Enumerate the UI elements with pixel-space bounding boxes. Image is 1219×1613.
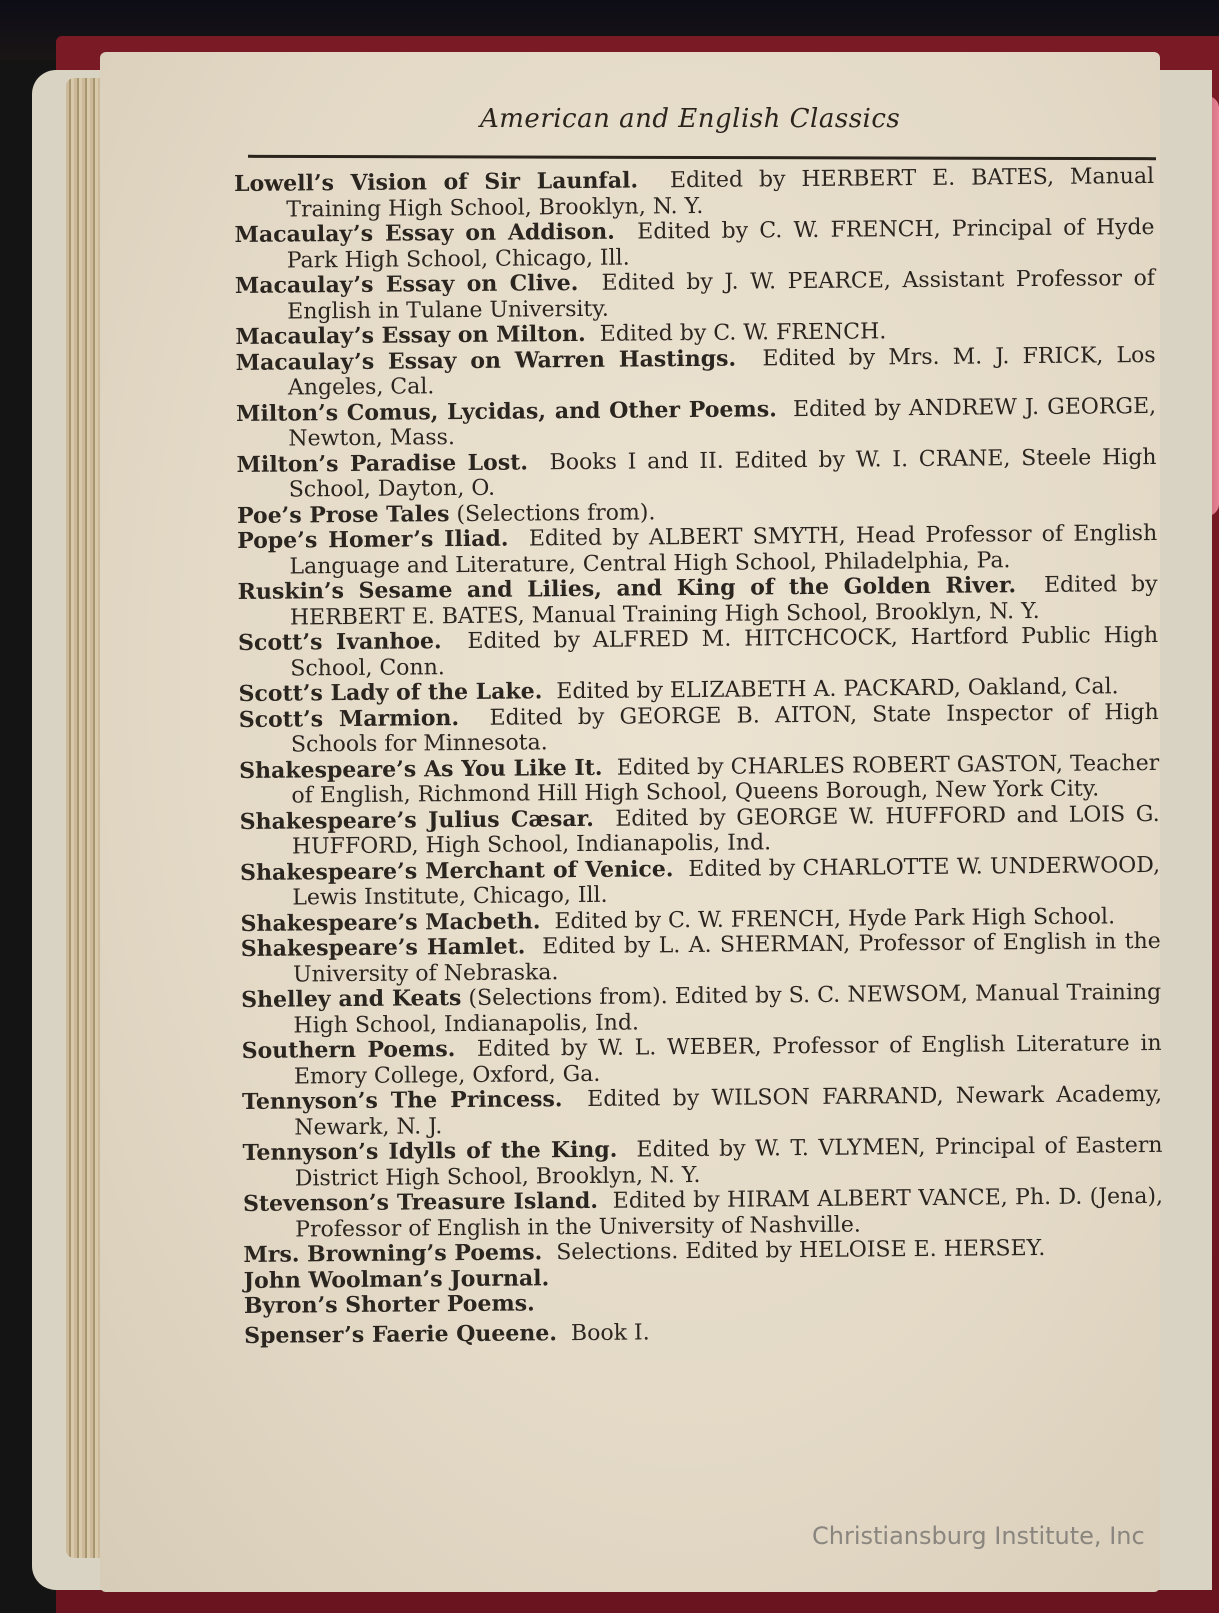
entry-title: Scott’s Marmion.	[238, 704, 460, 733]
entry-detail: Edited by ELIZABETH A. PACKARD, Oakland, Cal.	[556, 674, 1119, 705]
page-header-title: American and English Classics	[480, 104, 901, 134]
entry-title: Shakespeare’s Merchant of Venice.	[239, 855, 674, 886]
entry-title: Macaulay’s Essay on Warren Hastings.	[235, 345, 737, 376]
list-entry	[240, 852, 1160, 911]
entry-detail: Edited by CHARLES ROBERT GASTON, Teacher of English, Richmond Hill High School, Queens Borough, New York City.	[291, 750, 1160, 809]
list-entry	[242, 1082, 1162, 1141]
list-entry	[241, 980, 1161, 1039]
book-list	[234, 164, 1164, 1349]
entry-title: Shakespeare’s Hamlet.	[240, 933, 526, 962]
entry-detail: Books I and II. Edited by W. I. CRANE, Steele High School, Dayton, O.	[288, 444, 1157, 503]
list-entry	[242, 1031, 1162, 1090]
entry-detail: Edited by W. L. WEBER, Professor of English Literature in Emory College, Oxford, Ga.	[293, 1030, 1162, 1090]
watermark-text: Christiansburg Institute, Inc	[812, 1522, 1145, 1550]
list-entry	[236, 393, 1156, 452]
entry-title: Tennyson’s The Princess.	[242, 1086, 563, 1115]
entry-title: Pope’s Homer’s Iliad.	[237, 525, 509, 554]
entry-title: Byron’s Shorter Poems.	[243, 1290, 535, 1319]
entry-detail: Edited by C. W. FRENCH, Hyde Park High School.	[554, 903, 1116, 934]
list-entry	[238, 572, 1158, 631]
entry-title: Milton’s Paradise Lost.	[236, 448, 529, 478]
entry-title: Poe’s Prose Tales	[236, 500, 450, 529]
entry-detail: Edited by C. W. FRENCH, Principal of Hyde Park High School, Chicago, Ill.	[286, 214, 1155, 274]
entry-title: Shakespeare’s Julius Cæsar.	[239, 805, 594, 835]
list-entry	[234, 164, 1154, 223]
entry-detail: Edited by L. A. SHERMAN, Professor of English in the University of Nebraska.	[292, 928, 1161, 988]
entry-detail: Edited by HIRAM ALBERT VANCE, Ph. D. (Jena), Professor of English in the University of Nashville.	[295, 1183, 1164, 1243]
entry-title: Macaulay’s Essay on Addison.	[234, 218, 615, 248]
entry-detail: Edited by WILSON FARRAND, Newark Academy, Newark, N. J.	[294, 1081, 1163, 1141]
entry-detail: Edited by Mrs. M. J. FRICK, Los Angeles, Cal.	[287, 342, 1156, 401]
entry-title: Spenser’s Faerie Queene.	[244, 1319, 558, 1349]
entry-detail: Selections. Edited by HELOISE E. HERSEY.	[556, 1235, 1046, 1266]
entry-detail: Edited by C. W. FRENCH.	[599, 319, 887, 347]
entry-detail: Book I.	[570, 1319, 650, 1346]
list-entry	[234, 215, 1154, 274]
list-entry	[244, 1286, 1164, 1320]
list-entry	[239, 699, 1159, 758]
list-entry	[241, 929, 1161, 988]
list-entry	[243, 1184, 1163, 1243]
entry-title: Macaulay’s Essay on Clive.	[234, 270, 579, 299]
entry-title: Scott’s Lady of the Lake.	[238, 678, 543, 707]
entry-title: Macaulay’s Essay on Milton.	[235, 320, 586, 350]
list-entry	[240, 801, 1160, 860]
entry-detail: Edited by ALFRED M. HITCHCOCK, Hartford Public High School, Conn.	[290, 622, 1159, 682]
entry-title: Milton’s Comus, Lycidas, and Other Poems.	[235, 395, 777, 427]
entry-title: John Woolman’s Journal.	[243, 1264, 550, 1294]
entry-detail: Edited by W. T. VLYMEN, Principal of Eastern District High School, Brooklyn, N. Y.	[294, 1132, 1163, 1192]
entry-title: Southern Poems.	[241, 1036, 456, 1064]
entry-title: Stevenson’s Treasure Island.	[242, 1187, 599, 1217]
entry-detail: Edited by ANDREW J. GEORGE, Newton, Mass.	[288, 393, 1157, 452]
entry-detail: (Selections from). Edited by S. C. NEWSOM, Manual Training High School, Indianapolis, Ind.	[293, 979, 1162, 1039]
list-entry	[238, 623, 1158, 682]
entry-title: Shakespeare’s Macbeth.	[240, 907, 541, 937]
list-entry	[235, 266, 1155, 325]
entry-title: Tennyson’s Idylls of the King.	[242, 1136, 618, 1166]
list-entry	[237, 521, 1157, 580]
entry-title: Lowell’s Vision of Sir Launfal.	[233, 167, 639, 197]
entry-detail: Edited by ALBERT SMYTH, Head Professor of English Language and Literature, Central High School, Philadelphia, Pa.	[289, 520, 1158, 580]
entry-detail: Edited by J. W. PEARCE, Assistant Professor of English in Tulane University.	[287, 265, 1156, 325]
entry-detail: Edited by GEORGE W. HUFFORD and LOIS G. HUFFORD, High School, Indianapolis, Ind.	[291, 801, 1160, 860]
entry-detail: Edited by CHARLOTTE W. UNDERWOOD, Lewis Institute, Chicago, Ill.	[292, 852, 1161, 911]
entry-title: Shakespeare’s As You Like It.	[239, 754, 603, 784]
list-entry	[239, 750, 1159, 809]
list-entry	[236, 444, 1156, 503]
entry-detail: Edited by HERBERT E. BATES, Manual Training High School, Brooklyn, N. Y.	[289, 571, 1158, 631]
entry-title: Mrs. Browning’s Poems.	[243, 1239, 543, 1268]
entry-detail: (Selections from).	[456, 499, 656, 527]
list-entry	[242, 1133, 1162, 1192]
entry-title: Shelley and Keats	[241, 985, 462, 1013]
entry-title: Scott’s Ivanhoe.	[237, 628, 442, 656]
list-entry	[236, 342, 1156, 401]
entry-detail: Edited by HERBERT E. BATES, Manual Training High School, Brooklyn, N. Y.	[286, 163, 1155, 223]
entry-detail: Edited by GEORGE B. AITON, State Inspector of High Schools for Minnesota.	[290, 699, 1159, 758]
entry-title: Ruskin’s Sesame and Lilies, and King of the Golden River.	[237, 572, 1017, 605]
